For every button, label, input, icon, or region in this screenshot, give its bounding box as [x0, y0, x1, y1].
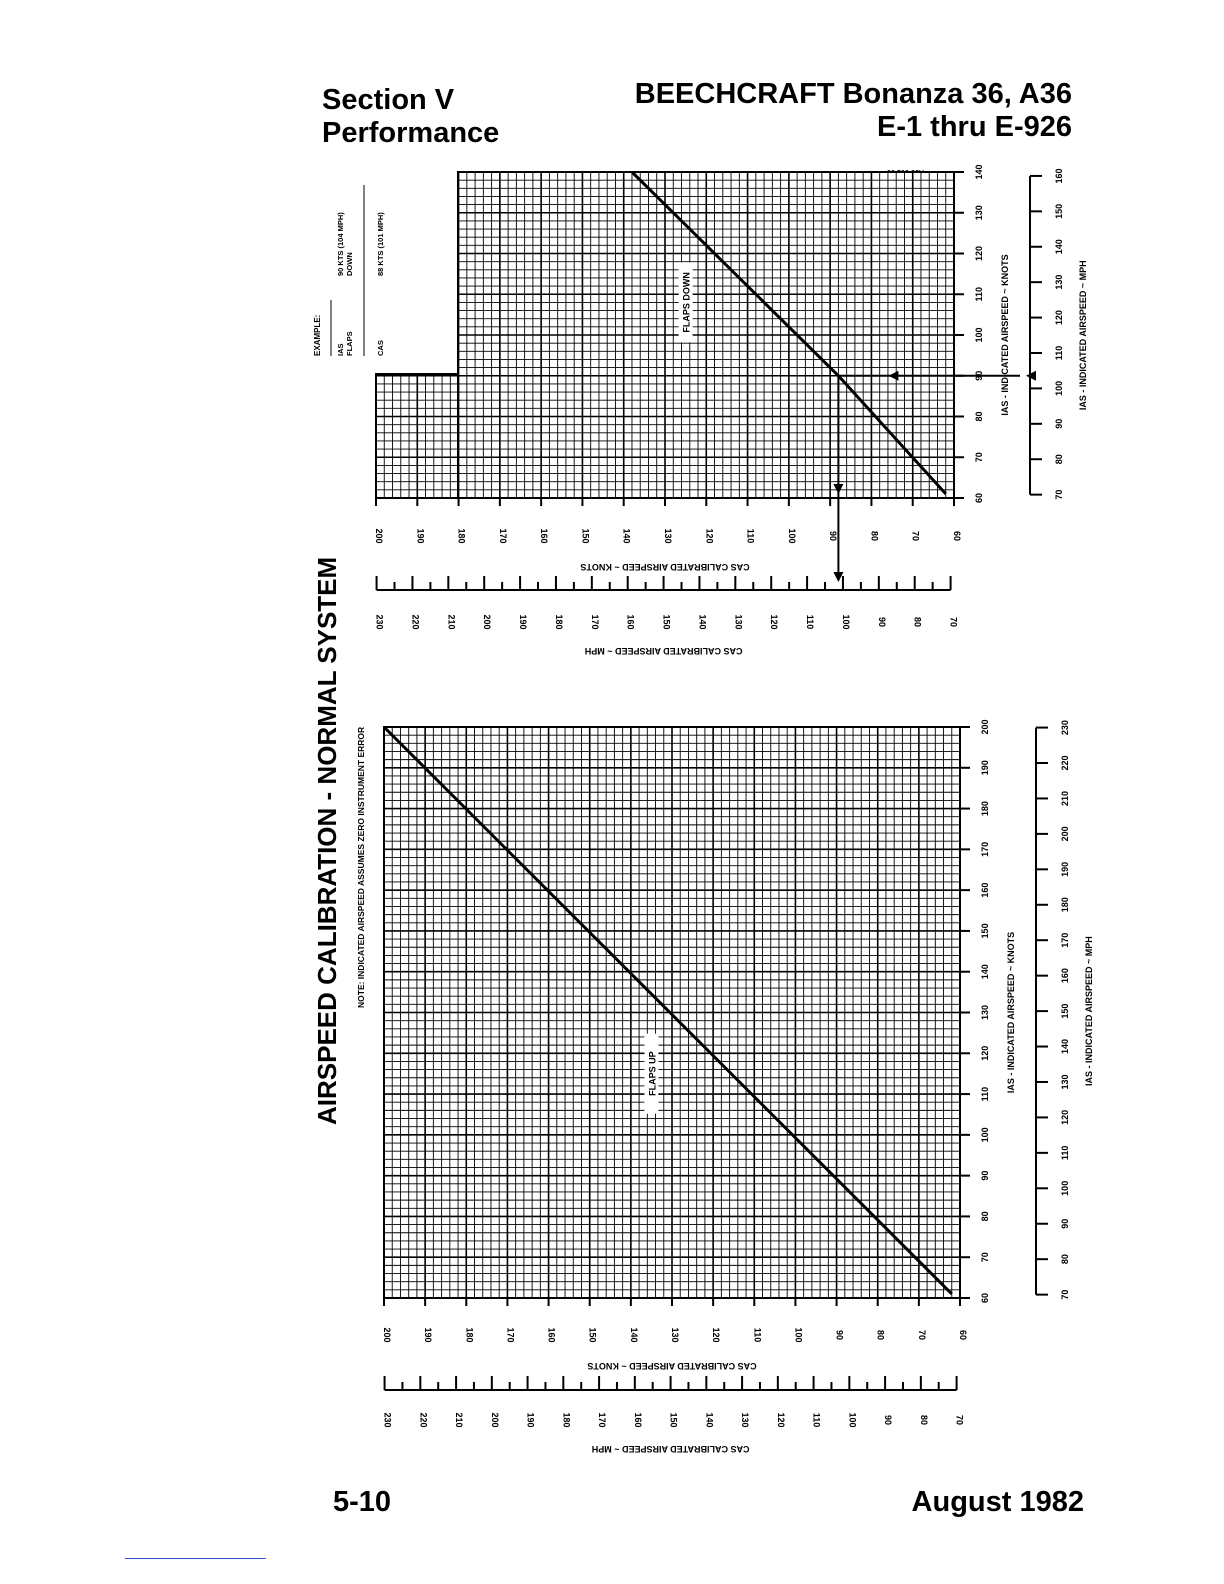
cas-knots-tick-label: 60 — [958, 1329, 968, 1341]
figure-title: AIRSPEED CALIBRATION - NORMAL SYSTEM — [312, 556, 342, 1125]
figure-note: NOTE: INDICATED AIRSPEED ASSUMES ZERO INSTRUMENT ERROR — [356, 726, 366, 1008]
ias-mph-tick-label: 160 — [1054, 168, 1064, 184]
ias-mph-tick-label: 110 — [1060, 1145, 1070, 1161]
cas-knots-tick-label: 80 — [875, 1329, 886, 1341]
cas-knots-tick-label: 170 — [505, 1327, 516, 1343]
cas-knots-tick-label: 150 — [587, 1327, 598, 1343]
ias-knots-tick-label: 160 — [980, 882, 990, 898]
cas-mph-tick-label: 120 — [769, 614, 780, 630]
ias-mph-tick-label: 110 — [1054, 345, 1064, 361]
ias-mph-tick-label: 220 — [1060, 755, 1070, 771]
cas-mph-tick-label: 120 — [775, 1412, 786, 1428]
cas-knots-tick-label: 120 — [711, 1327, 722, 1343]
cas-knots-tick-label: 160 — [539, 528, 550, 544]
ias-knots-axis-label: IAS - INDICATED AIRSPEED ~ KNOTS — [1000, 254, 1010, 416]
curve-label: FLAPS UP — [647, 1051, 658, 1096]
ias-mph-tick-label: 180 — [1060, 897, 1070, 913]
ias-knots-tick-label: 60 — [980, 1292, 990, 1304]
cas-knots-tick-label: 130 — [670, 1327, 680, 1343]
cas-knots-tick-label: 140 — [628, 1327, 639, 1343]
section-subtitle: Performance — [322, 117, 500, 149]
serial-range: E-1 thru E-926 — [877, 111, 1072, 143]
ias-knots-tick-label: 150 — [980, 923, 990, 939]
cas-mph-tick-label: 110 — [805, 614, 816, 630]
grid — [376, 172, 954, 498]
cas-mph-tick-label: 70 — [948, 616, 959, 628]
cas-mph-tick-label: 190 — [525, 1412, 536, 1428]
ias-mph-tick-label: 120 — [1054, 310, 1064, 326]
cas-mph-tick-label: 180 — [553, 614, 564, 630]
ias-knots-tick-label: 70 — [974, 452, 984, 463]
ias-knots-tick-label: 110 — [974, 286, 984, 302]
cas-mph-tick-label: 230 — [382, 1412, 393, 1428]
chart-flaps-down — [374, 164, 1088, 656]
cas-knots-tick-label: 70 — [910, 530, 921, 542]
cas-mph-tick-label: 220 — [418, 1412, 429, 1428]
ias-knots-tick-label: 180 — [980, 801, 990, 817]
ias-mph-tick-label: 140 — [1060, 1039, 1070, 1055]
example-ias-label: IAS — [336, 343, 345, 356]
ias-knots-tick-label: 60 — [974, 492, 984, 504]
ias-mph-tick-label: 230 — [1060, 720, 1070, 736]
cas-mph-tick-label: 110 — [811, 1412, 822, 1428]
ias-mph-tick-label: 80 — [1054, 454, 1064, 465]
cas-knots-tick-label: 100 — [786, 528, 797, 544]
example-cas-label: CAS — [376, 340, 385, 356]
cas-knots-tick-label: 180 — [456, 528, 467, 544]
cas-knots-axis-label: CAS CALIBRATED AIRSPEED ~ KNOTS — [580, 562, 750, 572]
cas-mph-tick-label: 170 — [597, 1412, 608, 1428]
cas-knots-tick-label: 150 — [580, 528, 591, 544]
cas-mph-tick-label: 70 — [954, 1414, 965, 1426]
ias-knots-tick-label: 80 — [974, 411, 984, 422]
ias-mph-tick-label: 130 — [1060, 1074, 1070, 1090]
cas-knots-tick-label: 90 — [828, 530, 839, 542]
cas-knots-tick-label: 190 — [415, 528, 426, 544]
ias-mph-tick-label: 70 — [1054, 489, 1064, 500]
ias-knots-tick-label: 130 — [974, 205, 984, 221]
section-title: Section V — [322, 84, 455, 116]
ias-knots-tick-label: 70 — [980, 1252, 990, 1263]
ias-mph-tick-label: 70 — [1060, 1289, 1070, 1300]
rotated-labels — [312, 557, 366, 1125]
cas-mph-tick-label: 150 — [661, 614, 672, 630]
ias-knots-tick-label: 100 — [980, 1127, 990, 1143]
ias-knots-tick-label: 100 — [974, 327, 984, 343]
cas-mph-tick-label: 130 — [733, 614, 744, 630]
cas-mph-tick-label: 200 — [482, 614, 493, 630]
cas-mph-tick-label: 220 — [410, 614, 421, 630]
cas-mph-tick-label: 90 — [883, 1414, 894, 1426]
cas-knots-tick-label: 110 — [752, 1327, 763, 1343]
cas-knots-tick-label: 180 — [464, 1327, 475, 1343]
ias-mph-axis-label: IAS - INDICATED AIRSPEED ~ MPH — [1078, 260, 1088, 411]
ias-knots-tick-label: 140 — [974, 164, 984, 180]
example-cas-value: 88 KTS (101 MPH) — [376, 212, 385, 276]
cas-knots-tick-label: 140 — [621, 528, 632, 544]
ias-knots-tick-label: 190 — [980, 760, 990, 776]
cas-mph-tick-label: 160 — [632, 1412, 643, 1428]
cas-mph-tick-label: 140 — [697, 614, 708, 630]
ias-mph-tick-label: 80 — [1060, 1254, 1070, 1265]
publication-date: August 1982 — [911, 1486, 1084, 1518]
cas-knots-tick-label: 60 — [952, 530, 962, 542]
ias-mph-tick-label: 170 — [1060, 932, 1070, 948]
cas-knots-axis-label: CAS CALIBRATED AIRSPEED ~ KNOTS — [587, 1361, 757, 1371]
ias-mph-tick-label: 210 — [1060, 790, 1070, 806]
aircraft-model: BEECHCRAFT Bonanza 36, A36 — [634, 78, 1072, 110]
ias-knots-tick-label: 130 — [980, 1004, 990, 1021]
cas-mph-tick-label: 190 — [518, 614, 529, 630]
page-number: 5-10 — [333, 1486, 392, 1518]
ias-mph-tick-label: 120 — [1060, 1109, 1070, 1125]
ias-mph-tick-label: 100 — [1060, 1180, 1070, 1196]
ias-mph-tick-label: 90 — [1060, 1218, 1070, 1229]
cas-mph-tick-label: 210 — [446, 614, 457, 630]
cas-mph-tick-label: 130 — [740, 1412, 751, 1428]
ias-mph-tick-label: 190 — [1060, 861, 1070, 877]
cas-mph-tick-label: 90 — [876, 616, 887, 628]
cas-mph-tick-label: 100 — [847, 1412, 858, 1428]
ias-knots-axis-label: IAS - INDICATED AIRSPEED ~ KNOTS — [1006, 931, 1016, 1094]
example-flaps-label: FLAPS — [345, 331, 354, 356]
ias-mph-tick-label: 200 — [1060, 826, 1070, 842]
curve-label: FLAPS DOWN — [681, 272, 692, 333]
cas-knots-tick-label: 200 — [382, 1327, 392, 1343]
cas-mph-tick-label: 200 — [489, 1412, 500, 1428]
cas-knots-tick-label: 120 — [704, 528, 715, 544]
cas-mph-tick-label: 150 — [668, 1412, 679, 1428]
cas-knots-tick-label: 70 — [916, 1329, 927, 1341]
ias-knots-tick-label: 170 — [980, 841, 990, 857]
cas-mph-tick-label: 140 — [704, 1412, 715, 1428]
cas-mph-axis-label: CAS CALIBRATED AIRSPEED ~ MPH — [584, 646, 743, 656]
ias-mph-tick-label: 150 — [1054, 203, 1064, 219]
ias-knots-tick-label: 120 — [974, 245, 984, 262]
ias-mph-tick-label: 100 — [1054, 380, 1064, 396]
cas-mph-tick-label: 100 — [840, 614, 851, 630]
cas-knots-tick-label: 170 — [497, 528, 508, 544]
cas-mph-tick-label: 160 — [625, 614, 636, 630]
ias-mph-axis-label: IAS - INDICATED AIRSPEED ~ MPH — [1084, 936, 1094, 1086]
cas-knots-tick-label: 100 — [793, 1327, 804, 1343]
ias-mph-tick-label: 140 — [1054, 239, 1064, 255]
example-flaps-value: DOWN — [345, 252, 354, 276]
cas-knots-tick-label: 160 — [546, 1327, 557, 1343]
ias-knots-tick-label: 120 — [980, 1045, 990, 1061]
example-ias-value: 90 KTS (104 MPH) — [336, 212, 345, 276]
ias-knots-tick-label: 90 — [980, 1170, 990, 1181]
example-title: EXAMPLE: — [313, 314, 322, 356]
ias-knots-tick-label: 200 — [980, 719, 990, 735]
cas-mph-tick-label: 210 — [454, 1412, 465, 1428]
ias-knots-tick-label: 90 — [974, 370, 984, 381]
cas-knots-tick-label: 110 — [745, 528, 756, 544]
example-arrow — [833, 572, 843, 582]
cas-knots-tick-label: 90 — [834, 1329, 845, 1341]
cas-mph-tick-label: 230 — [374, 614, 385, 630]
ias-knots-tick-label: 140 — [980, 964, 990, 980]
ias-knots-tick-label: 110 — [980, 1086, 990, 1102]
ias-knots-tick-label: 80 — [980, 1211, 990, 1222]
footnote-rule — [125, 1558, 266, 1559]
cas-knots-tick-label: 200 — [374, 528, 384, 544]
cas-knots-tick-label: 80 — [869, 530, 880, 542]
cas-mph-axis-label: CAS CALIBRATED AIRSPEED ~ MPH — [591, 1444, 750, 1454]
ias-mph-tick-label: 90 — [1054, 418, 1064, 429]
cas-mph-tick-label: 170 — [589, 614, 600, 630]
cas-mph-tick-label: 80 — [912, 616, 923, 628]
ias-mph-tick-label: 150 — [1060, 1003, 1070, 1019]
ias-mph-tick-label: 130 — [1054, 274, 1064, 290]
cas-mph-tick-label: 180 — [561, 1412, 572, 1428]
charts-layer — [374, 164, 1094, 1454]
ias-mph-tick-label: 160 — [1060, 968, 1070, 984]
cas-knots-tick-label: 130 — [663, 528, 673, 544]
cas-knots-tick-label: 190 — [423, 1327, 434, 1343]
chart-flaps-up — [382, 719, 1094, 1454]
cas-mph-tick-label: 80 — [918, 1414, 929, 1426]
